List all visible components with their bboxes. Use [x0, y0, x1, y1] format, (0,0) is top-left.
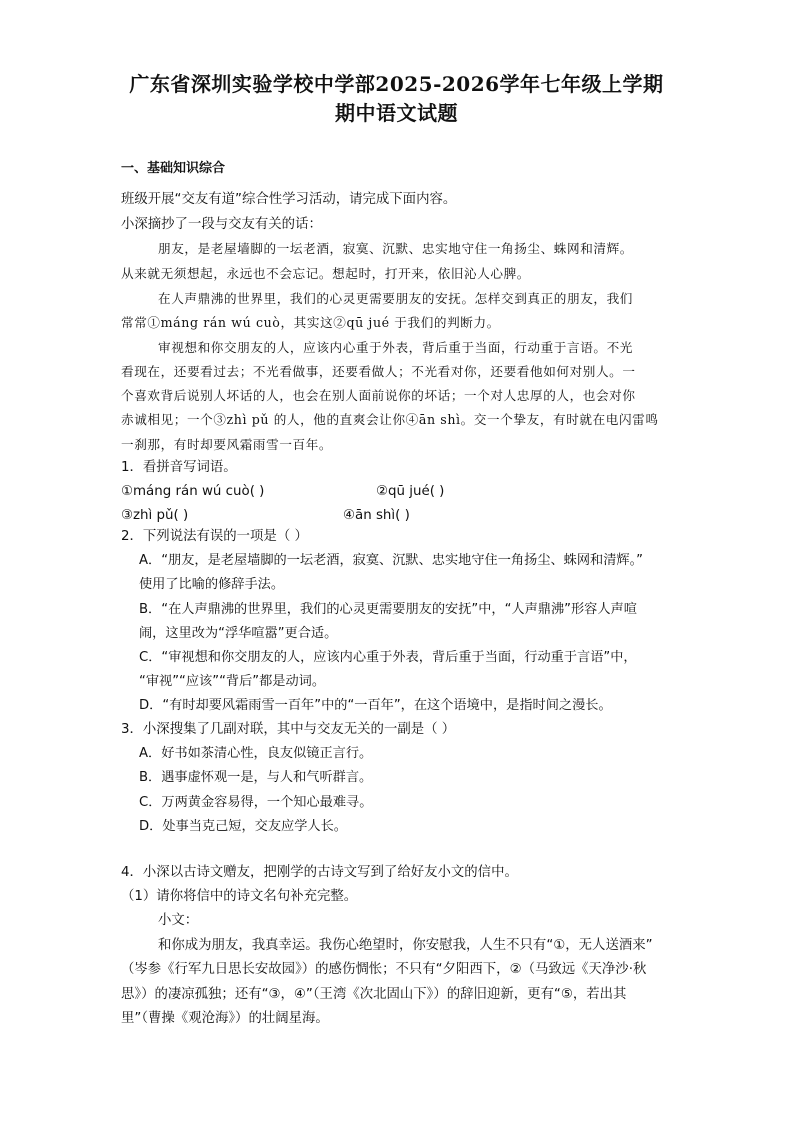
exam-title-line2: 期中语文试题 — [335, 101, 458, 125]
exam-title-line1: 广东省深圳实验学校中学部2025-2026学年七年级上学期 — [129, 72, 664, 96]
option-b: B．“在人声鼎沸的世界里，我们的心灵更需要朋友的安抚”中，“人声鼎沸”形容人声喧 — [139, 602, 637, 617]
question-stem: 2．下列说法有误的一项是（ ） — [121, 529, 308, 544]
letter-line: （岑参《行军九日思长安故园》）的感伤惆怅；不只有“夕阳西下，②（马致远《天净沙·秋 — [121, 962, 647, 977]
letter-salutation: 小文： — [158, 913, 199, 928]
sub-question-1: （1）请你将信中的诗文名句补充完整。 — [121, 889, 358, 904]
option-b-cont: 闹，这里改为“浮华喧嚣”更合适。 — [139, 626, 338, 641]
option-a: A．好书如茶清心性，良友似镜正言行。 — [139, 746, 373, 761]
pinyin-item-2: ②qū jué( ) — [376, 484, 445, 499]
option-a-cont: 使用了比喻的修辞手法。 — [139, 577, 285, 592]
option-b: B．遇事虚怀观一是，与人和气听群言。 — [139, 770, 373, 785]
excerpt-line: 看现在，还要看过去；不光看做事，还要看做人；不光看对你，还要看他如何对别人。一 — [121, 364, 636, 379]
question-stem: 3．小深搜集了几副对联，其中与交友无关的一副是（ ） — [121, 722, 456, 737]
letter-line: 思》）的凄凉孤独；还有“③，④”（王湾《次北固山下》）的辞旧迎新，更有“⑤，若出其 — [121, 987, 627, 1002]
intro-line-1: 班级开展“交友有道”综合性学习活动，请完成下面内容。 — [121, 192, 457, 207]
question-stem: 4．小深以古诗文赠友，把刚学的古诗文写到了给好友小文的信中。 — [121, 865, 518, 880]
intro-line-2: 小深摘抄了一段与交友有关的话： — [121, 217, 322, 232]
option-c: C．万两黄金容易得，一个知心最难寻。 — [139, 795, 373, 810]
option-d: D．处事当克己短，交友应学人长。 — [139, 819, 347, 834]
question-stem: 1．看拼音写词语。 — [121, 460, 237, 475]
option-d: D．“有时却要风霜雨雪一百年”中的“一百年”，在这个语境中，是指时间之漫长。 — [139, 698, 612, 713]
section-heading: 一、基础知识综合 — [121, 161, 226, 176]
letter-line: 和你成为朋友，我真幸运。我伤心绝望时，你安慰我，人生不只有“①，无人送酒来” — [158, 938, 653, 953]
letter-line: 里”（曹操《观沧海》）的壮阔星海。 — [121, 1011, 329, 1026]
excerpt-line: 一刹那，有时却要风霜雨雪一百年。 — [121, 437, 333, 452]
excerpt-line: 审视想和你交朋友的人，应该内心重于外表，背后重于当面，行动重于言语。不光 — [158, 340, 633, 355]
excerpt-line: 在人声鼎沸的世界里，我们的心灵更需要朋友的安抚。怎样交到真正的朋友，我们 — [158, 291, 633, 306]
excerpt-line: 从来就无须想起，永远也不会忘记。想起时，打开来，依旧沁人心脾。 — [121, 266, 531, 281]
pinyin-item-4: ④ān shì( ) — [343, 508, 410, 523]
excerpt-line: 朋友，是老屋墙脚的一坛老酒，寂寞、沉默、忠实地守住一角扬尘、蛛网和清辉。 — [158, 241, 633, 256]
excerpt-line: 个喜欢背后说别人坏话的人，也会在别人面前说你的坏话；一个对人忠厚的人，也会对你 — [121, 388, 636, 403]
option-c: C．“审视想和你交朋友的人，应该内心重于外表，背后重于当面，行动重于言语”中， — [139, 650, 637, 665]
pinyin-item-1: ①máng rán wú cuò( ) — [121, 484, 265, 499]
option-a: A．“朋友，是老屋墙脚的一坛老酒，寂寞、沉默、忠实地守住一角扬尘、蛛网和清辉。” — [139, 553, 644, 568]
option-c-cont: “审视”“应该”“背后”都是动词。 — [139, 674, 326, 689]
excerpt-line: 常常①máng rán wú cuò，其实这②qū jué 于我们的判断力。 — [121, 315, 500, 330]
pinyin-item-3: ③zhì pǔ( ) — [121, 508, 189, 523]
excerpt-line: 赤诚相见；一个③zhì pǔ 的人，他的直爽会让你④ān shì。交一个挚友，有时就在电闪雷鸣 — [121, 412, 659, 427]
